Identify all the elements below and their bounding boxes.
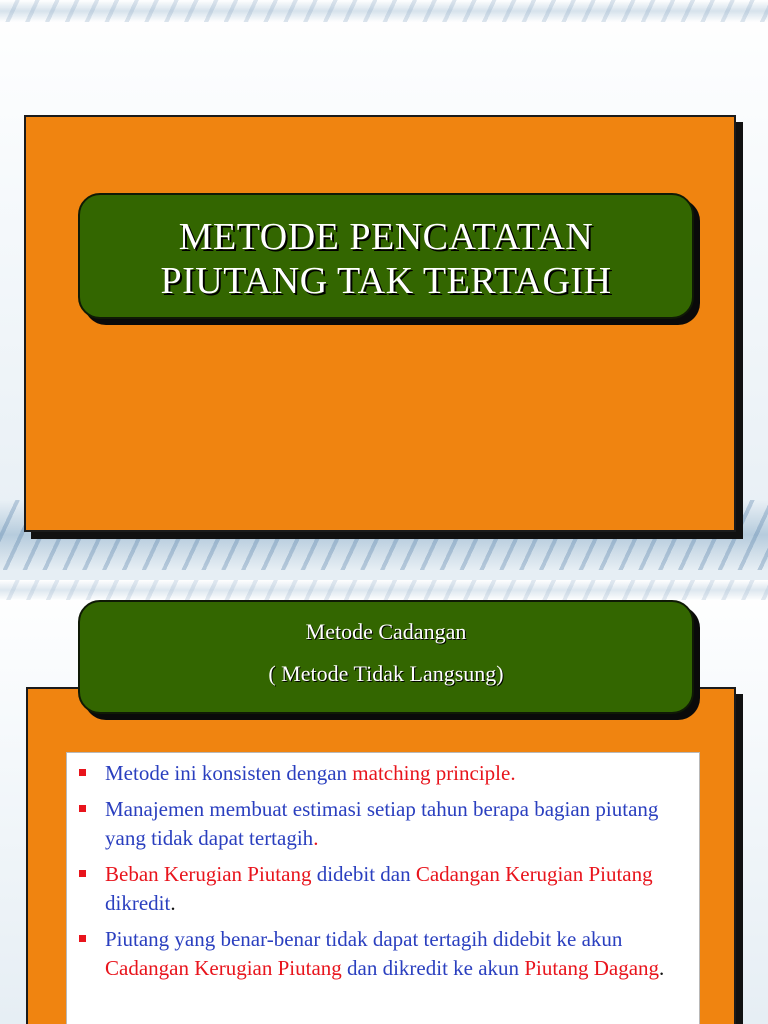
- bullet-text-segment: dikredit: [105, 891, 171, 915]
- section-header-banner: [78, 600, 694, 714]
- bullet-text-segment: Manajemen membuat estimasi setiap tahun berapa bagian piutang yang tidak dapat tertagih: [105, 797, 659, 850]
- bullet-text-segment: .: [510, 761, 516, 785]
- bullet-text-segment: matching principle: [352, 761, 511, 785]
- bullet-text-segment: Metode ini konsisten dengan: [105, 761, 353, 785]
- bullet-item: [77, 925, 689, 983]
- bullet-text-segment: .: [313, 826, 319, 850]
- decorative-banner-top: [0, 580, 768, 600]
- bullet-list: [67, 753, 699, 983]
- square-bullet-icon: [79, 935, 86, 942]
- bullet-item: [77, 795, 689, 853]
- bullet-text-segment: Piutang yang benar-benar tidak dapat tertagih didebit ke akun: [105, 927, 623, 951]
- title-banner: [78, 193, 694, 319]
- slide-title-line-1: METODE PENCATATAN: [178, 216, 594, 258]
- bullet-text-segment: .: [170, 891, 176, 915]
- bullet-text-segment: didebit dan: [316, 862, 416, 886]
- square-bullet-icon: [79, 805, 86, 812]
- slide-title-line-2: PIUTANG TAK TERTAGIH: [160, 260, 612, 302]
- bullet-text-segment: Cadangan Kerugian Piutang: [415, 862, 653, 886]
- square-bullet-icon: [79, 769, 86, 776]
- bullet-panel: [66, 752, 700, 1024]
- bullet-item: [77, 759, 689, 788]
- bullet-text-segment: Beban Kerugian Piutang: [105, 862, 317, 886]
- bullet-text-segment: dan dikredit ke akun: [341, 956, 525, 980]
- square-bullet-icon: [79, 870, 86, 877]
- section-header-line-2: ( Metode Tidak Langsung): [268, 661, 504, 686]
- decorative-banner-top: [0, 0, 768, 22]
- title-slide-frame: [24, 115, 736, 532]
- section-header-line-1: Metode Cadangan: [305, 619, 467, 644]
- bullet-text-segment: Piutang Dagang: [524, 956, 660, 980]
- bullet-text-segment: Cadangan Kerugian Piutang: [105, 956, 342, 980]
- slide-content: [0, 580, 768, 1024]
- bullet-text-segment: .: [659, 956, 665, 980]
- bullet-item: [77, 860, 689, 918]
